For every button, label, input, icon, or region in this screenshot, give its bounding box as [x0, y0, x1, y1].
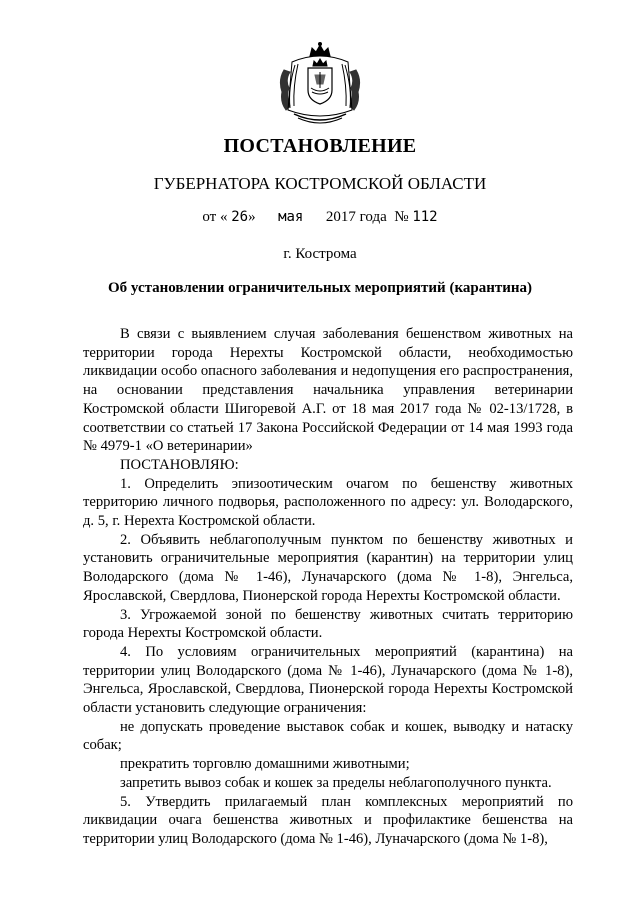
item-paragraph: 4. По условиям ограничительных мероприятий (карантина) на территории улиц Володарского (дома № 1-46), Луначарского (дома № 1-8), Энгельса, Ярославской, Свердлова, Пионерской города Нерехты Костромской области установить следующие ограничения: — [83, 643, 573, 717]
restriction-paragraph: не допускать проведение выставок собак и кошек, выводку и натаску собак; — [83, 718, 573, 754]
restriction-paragraph: запретить вывоз собак и кошек за пределы неблагополучного пункта. — [120, 774, 552, 791]
date-month: мая — [278, 209, 304, 225]
document-type-title: ПОСТАНОВЛЕНИЕ — [223, 135, 417, 157]
item-paragraph: 1. Определить эпизоотическим очагом по бешенству животных территорию личного подворья, расположенного по адресу: ул. Володарского, д. 5, г. Нерехта Костромской области. — [83, 475, 573, 530]
preamble-paragraph: В связи с выявлением случая заболевания бешенством животных на территории города Нерехты Костромской области, необходимостью ликвидации особо опасного заболевания и недопущения его распространения, на основании представления начальника управления ветеринарии Костромской области Шигоревой А.Г. от 18 мая 2017 года № 02-13/1728, в соответствии со статьей 17 Закона Российской Федерации от 14 мая 1993 года № 4979-1 «О ветеринарии» — [83, 326, 573, 455]
date-number-line — [0, 209, 640, 226]
date-prefix: от « — [202, 209, 228, 225]
date-day: 26 — [231, 209, 249, 225]
item-paragraph: 3. Угрожаемой зоной по бешенству животных считать территорию города Нерехты Костромской области. — [83, 606, 573, 642]
kostroma-coat-of-arms-icon — [270, 40, 370, 130]
number-label: № — [394, 209, 409, 225]
item-paragraph: 5. Утвердить прилагаемый план комплексных мероприятий по ликвидации очага бешенства животных и профилактике бешенства на территории улиц Володарского (дома № 1-46), Луначарского (дома № 1-8), — [83, 793, 573, 847]
issuer-title: ГУБЕРНАТОРА КОСТРОМСКОЙ ОБЛАСТИ — [153, 174, 487, 193]
document-body — [83, 325, 573, 849]
date-year: 2017 года — [325, 209, 387, 225]
decree-word: ПОСТАНОВЛЯЮ: — [120, 456, 239, 473]
item-paragraph: 2. Объявить неблагополучным пунктом по бешенству животных и установить ограничительные мероприятия (карантин) на территории улиц Володарского (дома № 1-46), Луначарского (дома № 1-8), Энгельса, Ярославской, Свердлова, Пионерской города Нерехты Костромской области. — [83, 531, 573, 604]
city-line: г. Кострома — [283, 246, 357, 262]
document-number: 112 — [412, 209, 438, 225]
date-close: » — [248, 209, 256, 225]
document-subject: Об установлении ограничительных мероприятий (карантина) — [107, 280, 532, 296]
restriction-paragraph: прекратить торговлю домашними животными; — [120, 756, 410, 773]
